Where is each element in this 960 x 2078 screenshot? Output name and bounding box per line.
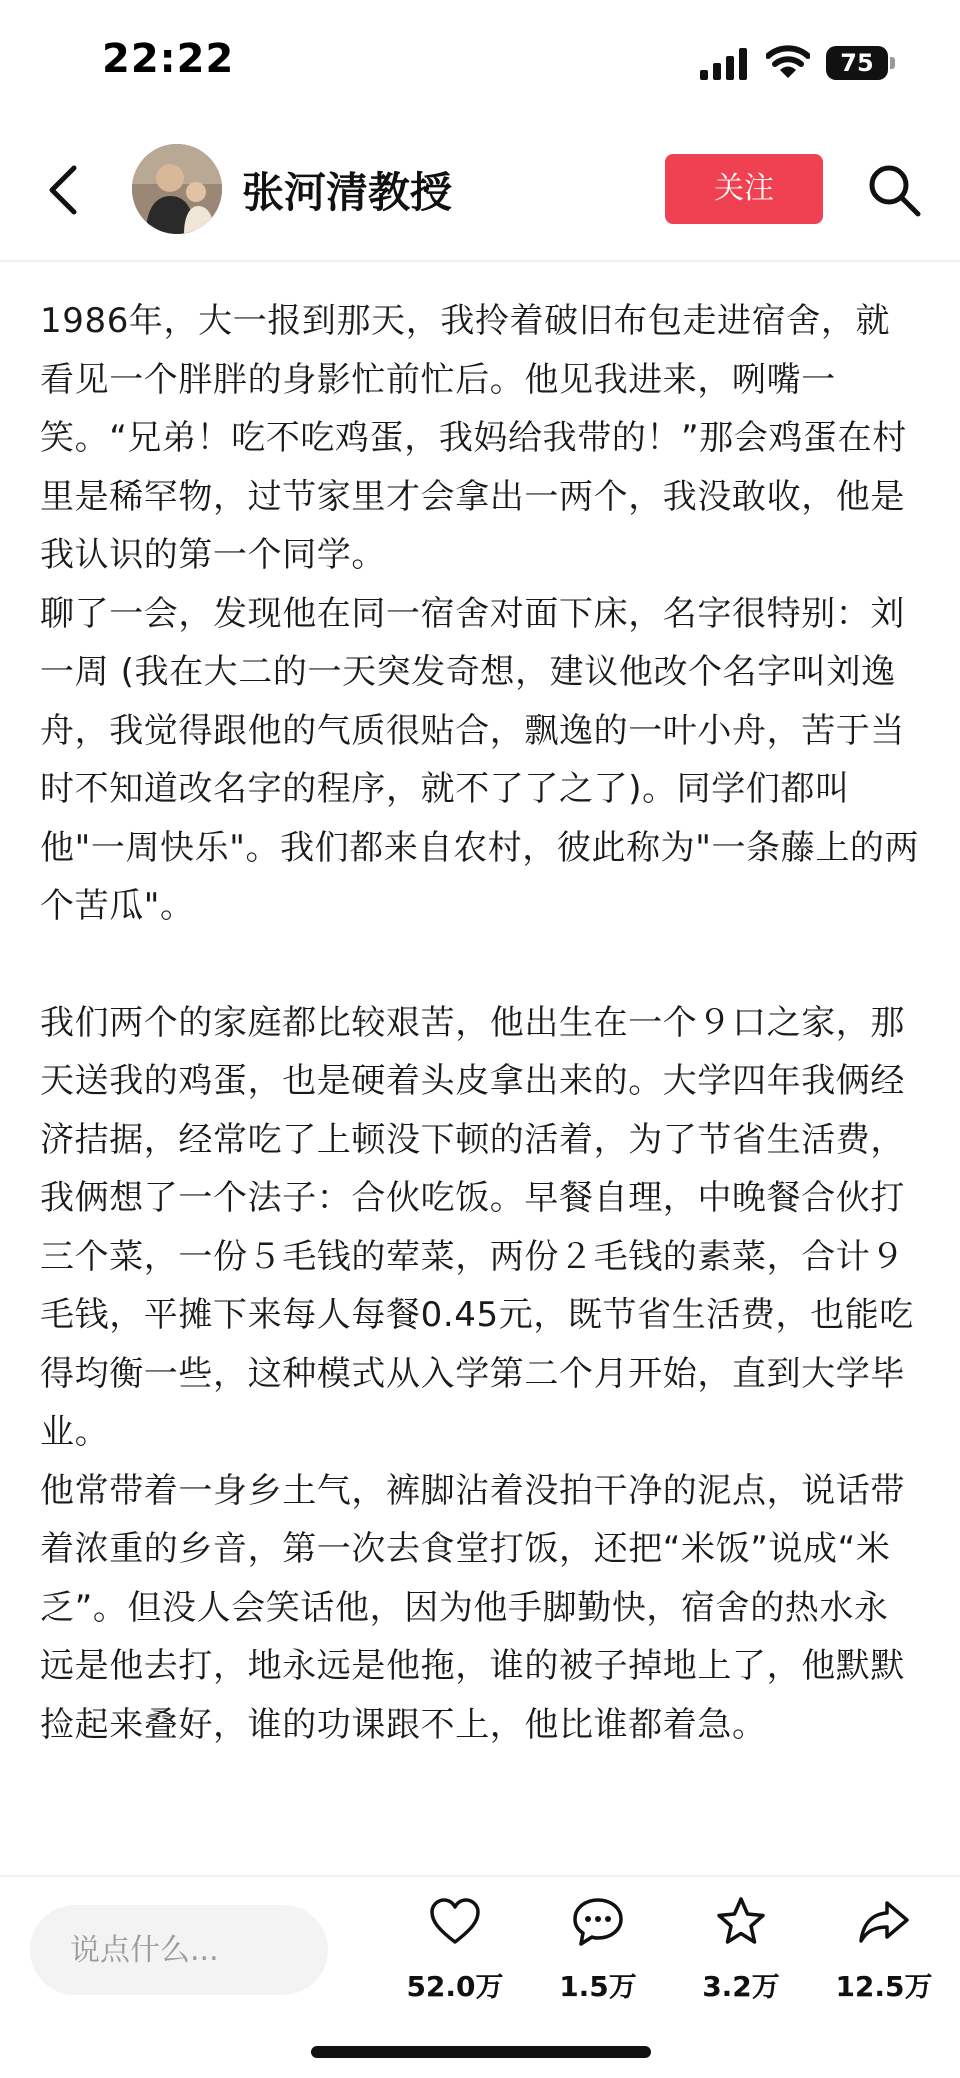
- like-count: 52.0万: [406, 1970, 504, 2003]
- follow-button[interactable]: 关注: [665, 154, 823, 224]
- comment-count: 1.5万: [559, 1970, 637, 2003]
- status-bar: [0, 0, 960, 120]
- article-paragraph: 1986年，大一报到那天，我拎着破旧布包走进宿舍，就看见一个胖胖的身影忙前忙后。他见我进来，咧嘴一笑。“兄弟！吃不吃鸡蛋，我妈给我带的！”那会鸡蛋在村里是稀罕物，过节家里才会拿出一两个，我没敢收，他是我认识的第一个同学。: [40, 301, 907, 575]
- signal-icon: [700, 48, 748, 80]
- avatar-photo: [132, 144, 222, 234]
- comment-input[interactable]: [30, 1905, 328, 1995]
- article-paragraph: 他常带着一身乡土气，裤脚沾着没拍干净的泥点，说话带着浓重的乡音，第一次去食堂打饭，还把“米饭”说成“米乏”。但没人会笑话他，因为他手脚勤快，宿舍的热水永远是他去打，地永远是他拖，谁的被子掉地上了，他默默捡起来叠好，谁的功课跟不上，他比谁都着急。: [40, 1470, 905, 1745]
- share-count: 12.5万: [835, 1970, 933, 2003]
- share-icon: [857, 1895, 911, 1949]
- comment-icon: [571, 1895, 625, 1949]
- heart-icon: [428, 1895, 482, 1949]
- favorite-count: 3.2万: [702, 1970, 780, 2003]
- status-time: 22:22: [102, 36, 235, 82]
- article-paragraph: 我们两个的家庭都比较艰苦，他出生在一个９口之家，那天送我的鸡蛋，也是硬着头皮拿出来的。大学四年我俩经济拮据，经常吃了上顿没下顿的活着，为了节省生活费，我俩想了一个法子：合伙吃饭。早餐自理，中晚餐合伙打三个菜，一份５毛钱的荤菜，两份２毛钱的素菜，合计９毛钱，平摊下来每人每餐0.45元，既节省生活费，也能吃得均衡一些，这种模式从入学第二个月开始，直到大学毕业。: [40, 1002, 914, 1452]
- star-icon: [714, 1895, 768, 1949]
- search-icon[interactable]: [866, 162, 922, 218]
- paragraph-spacer: [40, 936, 920, 994]
- home-indicator[interactable]: [311, 2046, 651, 2058]
- share-button[interactable]: [829, 1895, 939, 2025]
- battery-icon: [826, 46, 896, 80]
- like-button[interactable]: [400, 1895, 510, 2025]
- comment-button[interactable]: [543, 1895, 653, 2025]
- battery-cap: [890, 57, 895, 69]
- article-body: [40, 292, 920, 1754]
- author-avatar[interactable]: [132, 144, 222, 234]
- author-name[interactable]: 张河清教授: [242, 168, 453, 217]
- chevron-left-icon[interactable]: [40, 160, 88, 220]
- article-paragraph: 聊了一会，发现他在同一宿舍对面下床，名字很特别：刘一周 (我在大二的一天突发奇想，建议他改个名字叫刘逸舟，我觉得跟他的气质很贴合，飘逸的一叶小舟，苦于当时不知道改名字的程序，就不了了之了)。同学们都叫他"一周快乐"。我们都来自农村，彼此称为"一条藤上的两个苦瓜"。: [40, 593, 920, 926]
- battery-level: 75: [826, 46, 888, 80]
- nav-bar: [0, 130, 960, 262]
- wifi-icon: [766, 44, 810, 80]
- favorite-button[interactable]: [686, 1895, 796, 2025]
